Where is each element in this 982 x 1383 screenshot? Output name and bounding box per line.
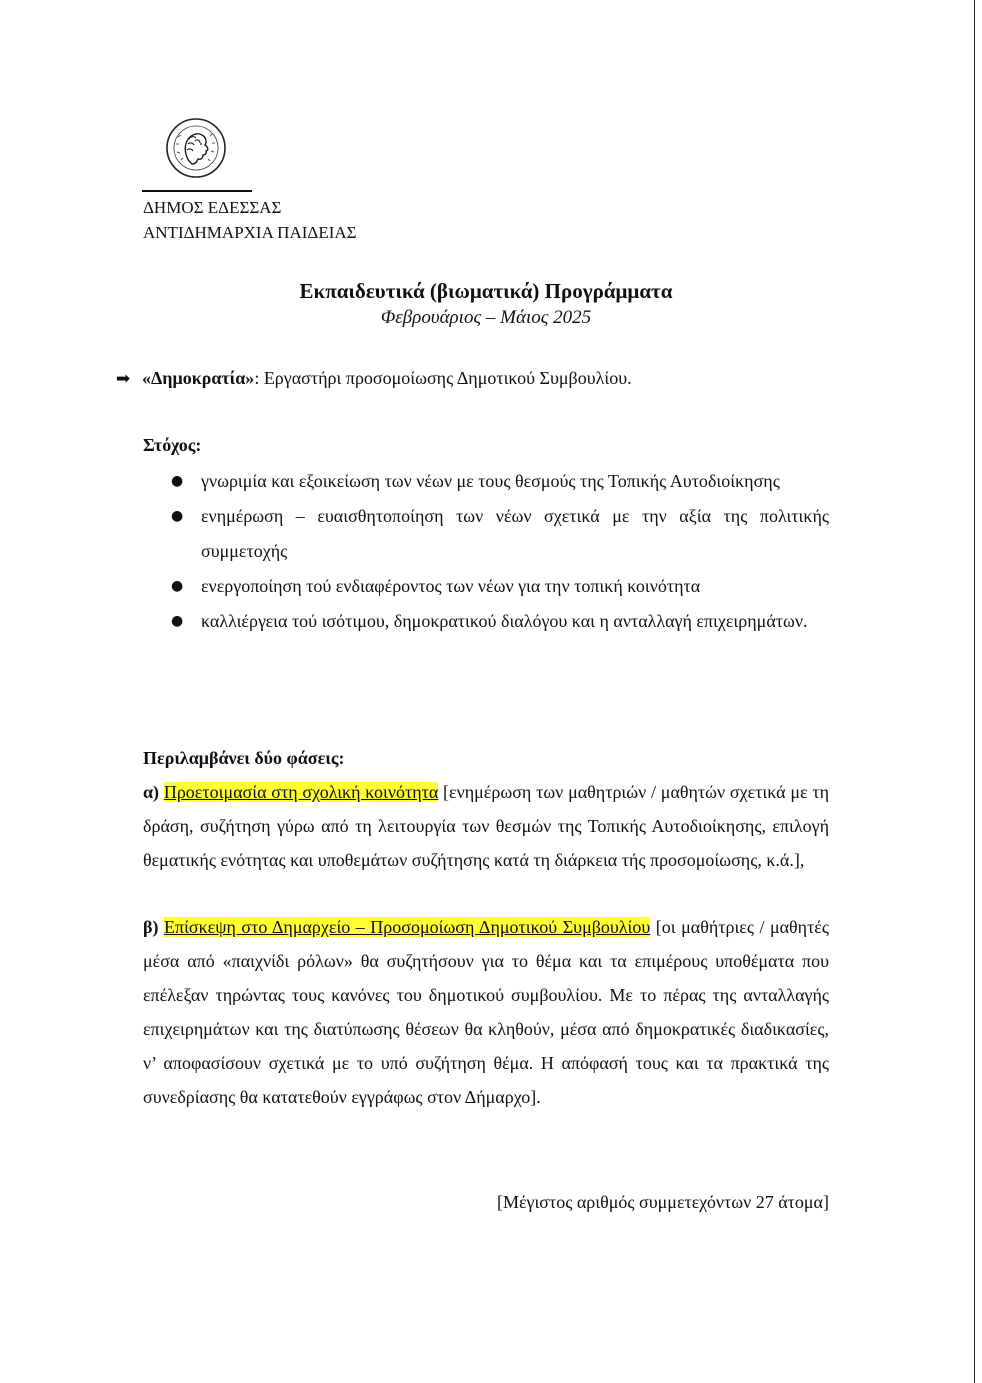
bullet-icon: ●	[171, 473, 184, 489]
bullet-icon: ●	[171, 508, 184, 524]
phase-a	[143, 775, 829, 877]
program-name: «Δημοκρατία»	[142, 368, 255, 388]
goals-heading: Στόχος:	[143, 435, 202, 455]
list-item: ● καλλιέργεια τού ισότιμου, δημοκρατικού διαλόγου και η ανταλλαγή επιχειρημάτων.	[143, 604, 829, 639]
bullet-icon: ●	[171, 613, 184, 629]
header-rule	[142, 190, 252, 192]
phases-heading: Περιλαμβάνει δύο φάσεις:	[143, 748, 345, 768]
page-title: Εκπαιδευτικά (βιωματικά) Προγράμματα	[299, 279, 673, 303]
program-line	[116, 366, 632, 391]
page-subtitle: Φεβρουάριος – Μάιος 2025	[380, 307, 592, 328]
phase-b-text: [οι μαθήτριες / μαθητές μέσα από «παιχνίδι ρόλων» θα συζητήσουν για το θέμα και τα επιμέρους υποθέματα που επέλεξαν τηρώντας τους κανόνες του δημοτικού συμβουλίου. Με το πέρας της ανταλλαγής επιχειρημάτων και της διατύπωσης θέσεων θα κληθούν, μέσα από δημοκρατικές διαδικασίες, ν’ αποφασίσουν σχετικά με το υπό συζήτηση θέμα. Η απόφασή τους και τα πρακτικά της συνεδρίασης θα κατατεθούν εγγράφως στον Δήμαρχο].	[143, 917, 829, 1107]
list-item: ● ενημέρωση – ευαισθητοποίηση των νέων σχετικά με την αξία της πολιτικής συμμετοχής	[143, 499, 829, 569]
program-description: : Εργαστήρι προσομοίωσης Δημοτικού Συμβουλίου.	[254, 368, 632, 388]
page-edge	[974, 0, 975, 1383]
bullet-icon: ●	[171, 578, 184, 594]
goals-list	[143, 464, 829, 639]
org-name: ΔΗΜΟΣ ΕΔΕΣΣΑΣ	[143, 198, 282, 217]
phase-b-highlight: Επίσκεψη στο Δημαρχείο – Προσομοίωση Δημοτικού Συμβουλίου	[163, 917, 651, 937]
list-item: ● ενεργοποίηση τού ενδιαφέροντος των νέων για την τοπική κοινότητα	[143, 569, 829, 604]
municipal-seal-head-icon	[165, 117, 227, 179]
arrow-right-icon: ➡	[116, 369, 131, 389]
phase-a-highlight: Προετοιμασία στη σχολική κοινότητα	[163, 782, 439, 802]
phase-a-label: α)	[143, 782, 160, 802]
max-participants: [Μέγιστος αριθμός συμμετεχόντων 27 άτομα]	[496, 1192, 829, 1212]
phase-b	[143, 910, 829, 1114]
org-department: ΑΝΤΙΔΗΜΑΡΧΙΑ ΠΑΙΔΕΙΑΣ	[143, 223, 357, 242]
list-item: ● γνωριμία και εξοικείωση των νέων με τους θεσμούς της Τοπικής Αυτοδιοίκησης	[143, 464, 829, 499]
phase-b-label: β)	[143, 917, 159, 937]
phase-a-text: [ενημέρωση των μαθητριών / μαθητών σχετικά με τη δράση, συζήτηση γύρω από τη λειτουργία των θεσμών της Τοπικής Αυτοδιοίκησης, επιλογή θεματικής ενότητας και υποθεμάτων συζήτησης κατά τη διάρκεια τής προσομοίωσης, κ.ά.],	[143, 782, 829, 870]
